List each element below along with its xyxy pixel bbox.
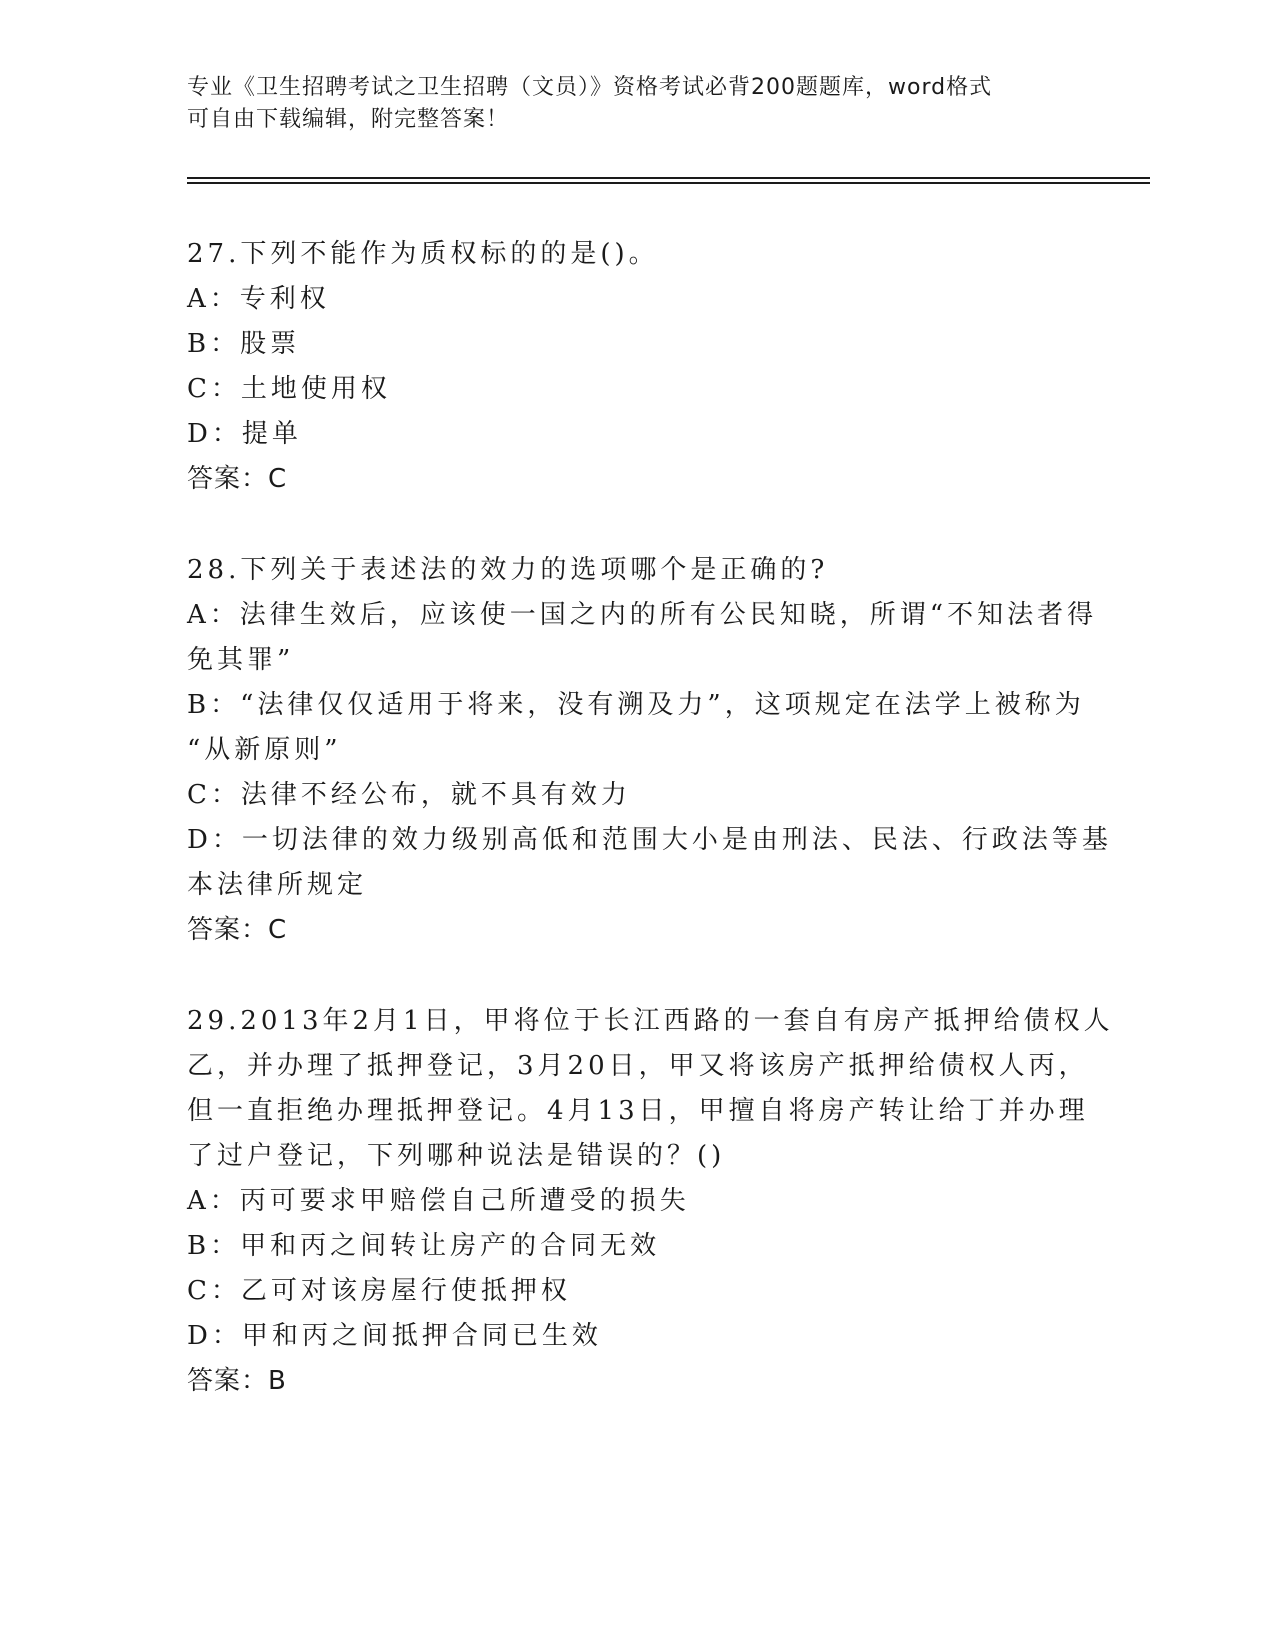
option-a: A：丙可要求甲赔偿自己所遭受的损失 [187,1186,690,1216]
question-28 [187,548,1112,953]
option-b: B：股票 [187,329,301,359]
option-d: D：甲和丙之间抵押合同已生效 [187,1321,602,1351]
document-header [187,72,1067,136]
option-c: C：法律不经公布，就不具有效力 [187,780,631,810]
question-29 [187,999,1114,1404]
answer: 答案：C [187,464,288,494]
option-a-line-2: 免其罪” [187,645,295,675]
question-stem-line-1: 29.2013年2月1日，甲将位于长江西路的一套自有房产抵押给债权人 [187,1006,1114,1036]
header-divider-top [187,177,1150,179]
question-list [187,232,1114,1450]
option-d-line-2: 本法律所规定 [187,870,368,900]
option-c: C：乙可对该房屋行使抵押权 [187,1276,571,1306]
header-divider-bottom [187,182,1150,184]
answer: 答案：B [187,1366,287,1396]
question-stem-line-4: 了过户登记，下列哪种说法是错误的？() [187,1141,726,1171]
option-d [187,818,1112,908]
option-c: C：土地使用权 [187,374,391,404]
question-stem: 27.下列不能作为质权标的的是()。 [187,239,659,269]
header-line-2: 可自由下载编辑，附完整答案！ [187,107,510,132]
answer: 答案：C [187,915,288,945]
question-stem [187,999,1114,1179]
header-line-1: 专业《卫生招聘考试之卫生招聘（文员）》资格考试必背200题题库，word格式 [187,75,993,100]
question-27 [187,232,1087,502]
question-stem-line-2: 乙，并办理了抵押登记，3月20日，甲又将该房产抵押给债权人丙， [187,1051,1089,1081]
option-a-line-1: A：法律生效后，应该使一国之内的所有公民知晓，所谓“不知法者得 [187,600,1098,630]
question-stem-line-3: 但一直拒绝办理抵押登记。4月13日，甲擅自将房产转让给丁并办理 [187,1096,1089,1126]
option-b: B：甲和丙之间转让房产的合同无效 [187,1231,661,1261]
option-b-line-2: “从新原则” [187,735,342,765]
option-b [187,683,1087,773]
question-stem: 28.下列关于表述法的效力的选项哪个是正确的? [187,555,829,585]
option-d-line-1: D：一切法律的效力级别高低和范围大小是由刑法、民法、行政法等基 [187,825,1112,855]
option-a [187,593,1098,683]
option-a: A：专利权 [187,284,330,314]
option-b-line-1: B：“法律仅仅适用于将来，没有溯及力”，这项规定在法学上被称为 [187,690,1085,720]
option-d: D：提单 [187,419,302,449]
